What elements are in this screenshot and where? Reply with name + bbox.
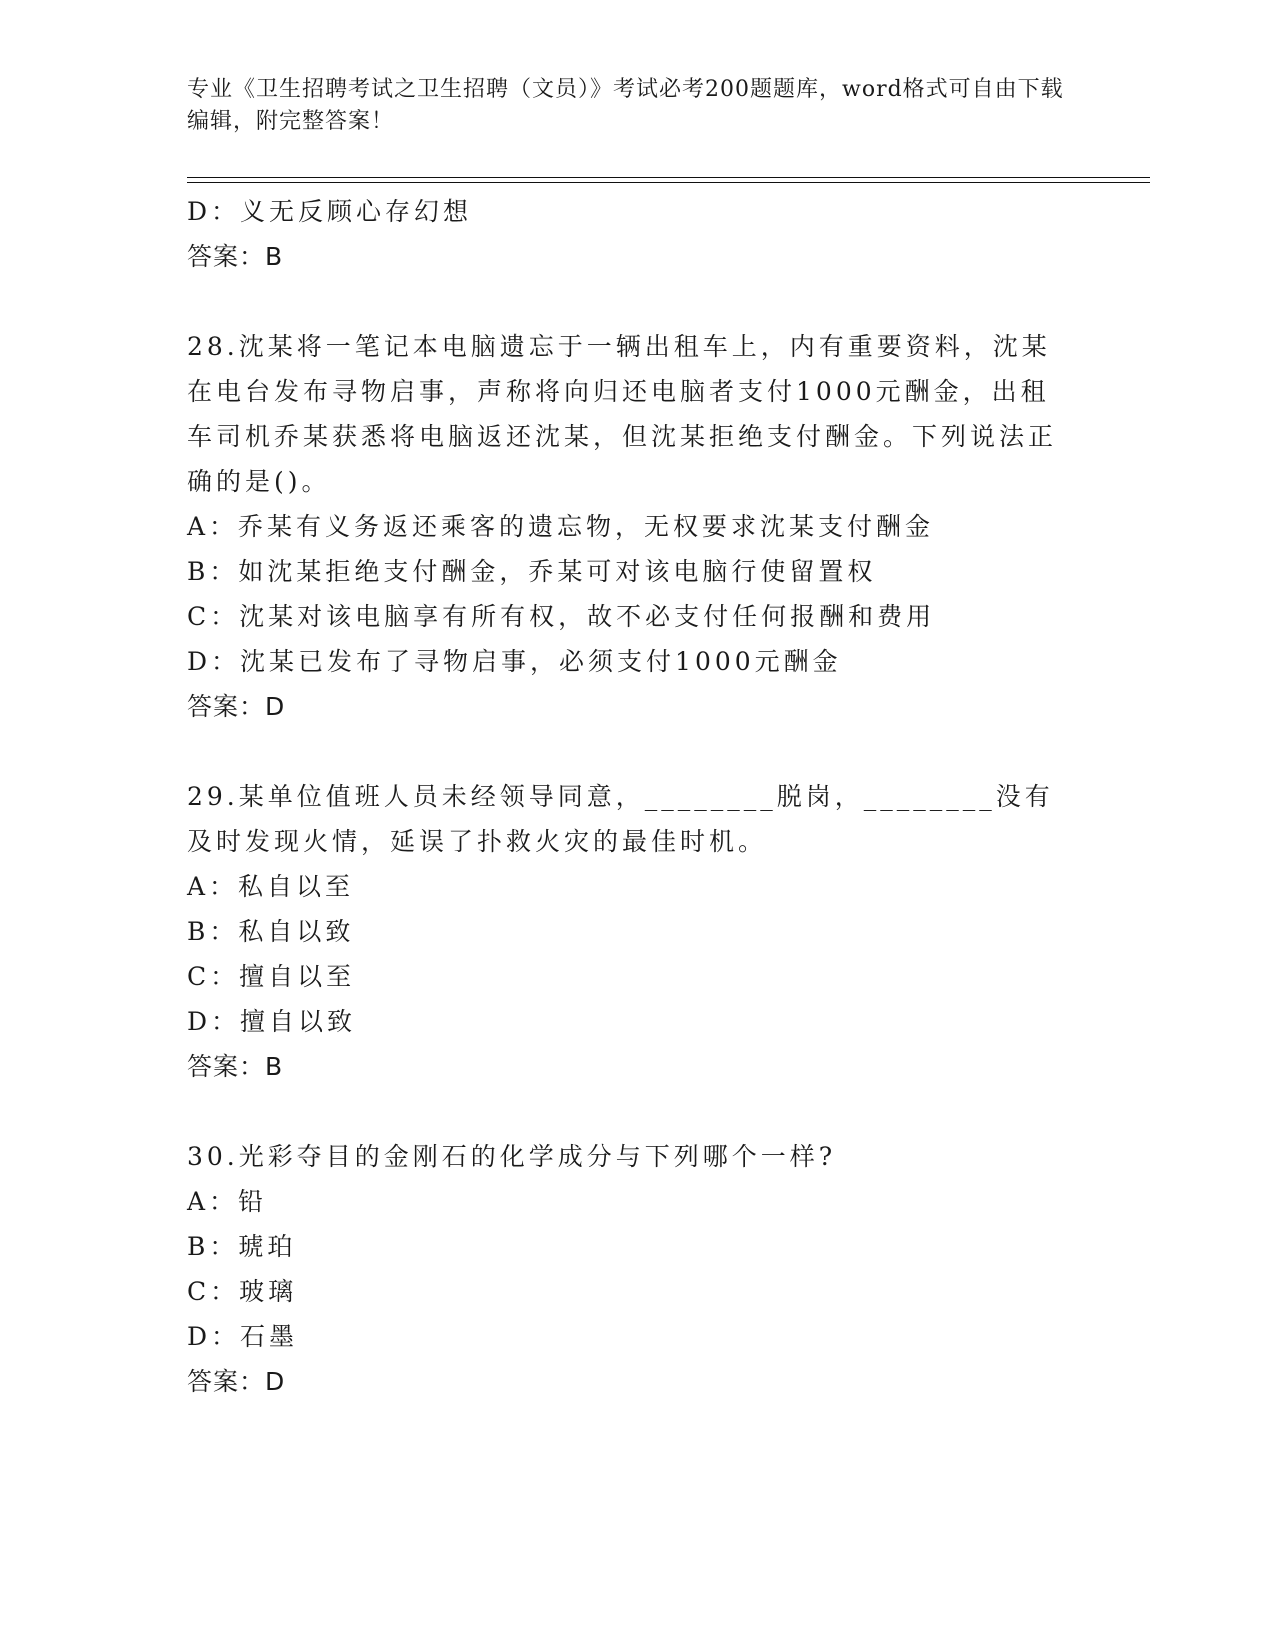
question-28-option-d: D：沈某已发布了寻物启事，必须支付1000元酬金 bbox=[187, 647, 842, 676]
spacer bbox=[187, 279, 1087, 324]
spacer bbox=[187, 1089, 1087, 1134]
question-28-text: 28.沈某将一笔记本电脑遗忘于一辆出租车上，内有重要资料，沈某在电台发布寻物启事，声称将向归还电脑者支付1000元酬金，出租车司机乔某获悉将电脑返还沈某，但沈某拒绝支付酬金。下列说法正确的是()。 bbox=[187, 332, 1058, 496]
prev-answer: 答案：B bbox=[187, 242, 284, 271]
question-29-answer: 答案：B bbox=[187, 1052, 284, 1081]
question-29-option-c: C：擅自以至 bbox=[187, 962, 356, 991]
question-30-option-a: A：铅 bbox=[187, 1187, 268, 1216]
spacer bbox=[187, 729, 1087, 774]
question-30-option-c: C：玻璃 bbox=[187, 1277, 298, 1306]
question-28-option-b: B：如沈某拒绝支付酬金，乔某可对该电脑行使留置权 bbox=[187, 557, 877, 586]
header-rule-top bbox=[187, 177, 1150, 178]
question-30-option-b: B：琥珀 bbox=[187, 1232, 297, 1261]
question-content bbox=[187, 189, 1087, 1404]
document-header: 专业《卫生招聘考试之卫生招聘（文员）》考试必考200题题库，word格式可自由下载编辑，附完整答案！ bbox=[187, 77, 1064, 134]
prev-option-d: D：义无反顾心存幻想 bbox=[187, 197, 473, 226]
question-29-option-a: A：私自以至 bbox=[187, 872, 355, 901]
question-30-option-d: D：石墨 bbox=[187, 1322, 299, 1351]
question-29-option-b: B：私自以致 bbox=[187, 917, 355, 946]
header-rule-bottom bbox=[187, 182, 1150, 183]
question-29-text: 29.某单位值班人员未经领导同意，________脱岗，________没有及时发现火情，延误了扑救火灾的最佳时机。 bbox=[187, 782, 1054, 856]
question-28-option-a: A：乔某有义务返还乘客的遗忘物，无权要求沈某支付酬金 bbox=[187, 512, 935, 541]
question-28-option-c: C：沈某对该电脑享有所有权，故不必支付任何报酬和费用 bbox=[187, 602, 936, 631]
question-28-answer: 答案：D bbox=[187, 692, 286, 721]
question-29-option-d: D：擅自以致 bbox=[187, 1007, 357, 1036]
question-30-answer: 答案：D bbox=[187, 1367, 286, 1396]
question-30-text: 30.光彩夺目的金刚石的化学成分与下列哪个一样? bbox=[187, 1142, 837, 1171]
